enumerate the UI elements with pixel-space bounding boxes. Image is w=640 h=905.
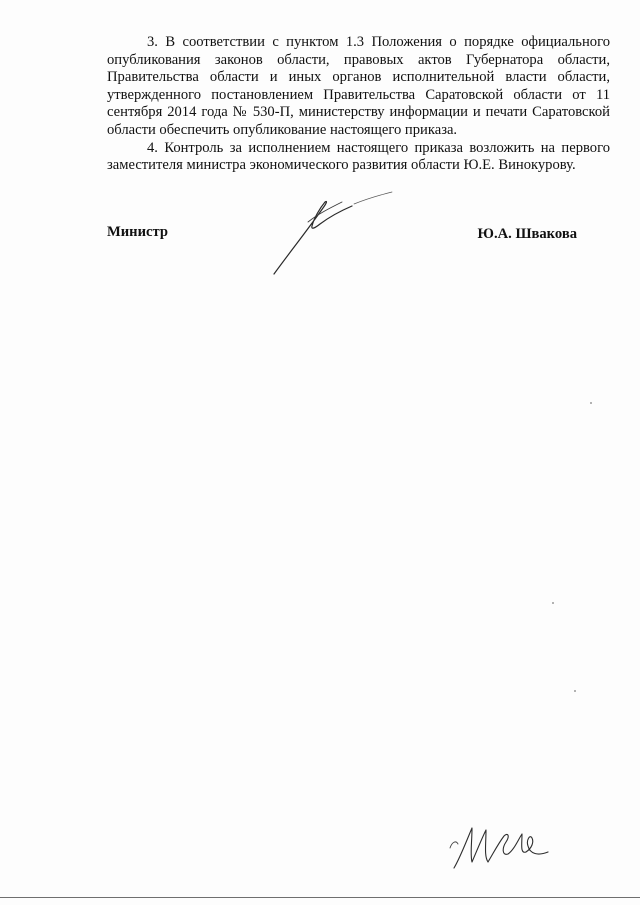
scan-speck [552, 602, 554, 604]
paragraph-3: 3. В соответствии с пунктом 1.3 Положения о порядке официального опубликования законов области, правовых актов Губернатора области, Правительства области и иных органов исполнительной власти области, утвержденного постановлением Правительства Саратовской области от 11 сентября 2014 года № 530-П, министерству информации и печати Саратовской области обеспечить опубликование настоящего приказа. [107, 34, 610, 138]
document-body [107, 34, 610, 175]
signer-title: Министр [107, 224, 168, 240]
page-bottom-edge [0, 897, 640, 898]
scan-speck [574, 690, 576, 692]
signature-block [107, 224, 610, 246]
handwritten-initials-icon [448, 818, 560, 874]
signer-name: Ю.А. Швакова [477, 226, 577, 242]
scan-speck [590, 402, 592, 404]
paragraph-4: 4. Контроль за исполнением настоящего приказа возложить на первого заместителя министра экономического развития области Ю.Е. Винокурову. [107, 139, 610, 174]
